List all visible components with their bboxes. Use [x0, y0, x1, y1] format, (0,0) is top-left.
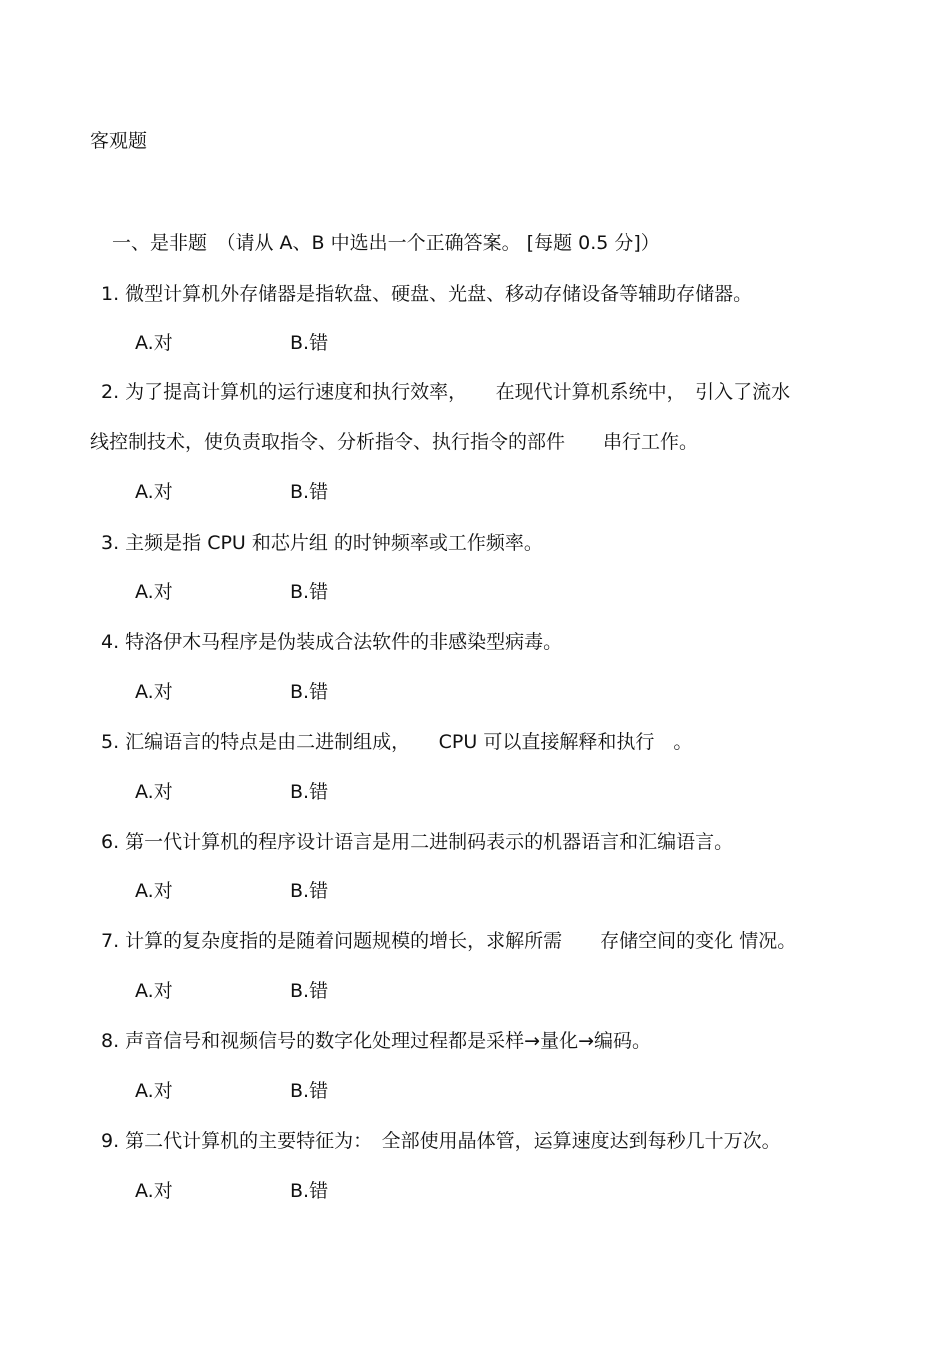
question-2-text-line-2: 线控制技术，使负责取指令、分析指令、执行指令的部件 串行工作。 — [90, 431, 699, 453]
question-7-option-b[interactable]: B.错 — [290, 980, 329, 1002]
question-1-option-b[interactable]: B.错 — [290, 332, 329, 354]
question-7-text: 7. 计算的复杂度指的是随着问题规模的增长，求解所需 存储空间的变化 情况。 — [101, 930, 797, 952]
question-5-text: 5. 汇编语言的特点是由二进制组成， CPU 可以直接解释和执行 。 — [101, 731, 693, 753]
question-3-option-a[interactable]: A.对 — [135, 581, 173, 603]
question-4-option-a[interactable]: A.对 — [135, 681, 173, 703]
question-1-option-a[interactable]: A.对 — [135, 332, 173, 354]
question-4-option-b[interactable]: B.错 — [290, 681, 329, 703]
question-2-option-b[interactable]: B.错 — [290, 481, 329, 503]
question-3-text: 3. 主频是指 CPU 和芯片组 的时钟频率或工作频率。 — [101, 532, 543, 554]
question-6-option-b[interactable]: B.错 — [290, 880, 329, 902]
question-6-text: 6. 第一代计算机的程序设计语言是用二进制码表示的机器语言和汇编语言。 — [101, 831, 734, 853]
question-2-text-line-1: 2. 为了提高计算机的运行速度和执行效率， 在现代计算机系统中， 引入了流水 — [101, 381, 791, 403]
question-8-option-a[interactable]: A.对 — [135, 1080, 173, 1102]
question-3-option-b[interactable]: B.错 — [290, 581, 329, 603]
question-5-option-b[interactable]: B.错 — [290, 781, 329, 803]
question-4-text: 4. 特洛伊木马程序是伪装成合法软件的非感染型病毒。 — [101, 631, 563, 653]
section-heading: 一、是非题 （请从 A、B 中选出一个正确答案。 [每题 0.5 分]） — [112, 232, 660, 254]
page-title: 客观题 — [90, 130, 148, 152]
question-2-option-a[interactable]: A.对 — [135, 481, 173, 503]
question-6-option-a[interactable]: A.对 — [135, 880, 173, 902]
question-8-option-b[interactable]: B.错 — [290, 1080, 329, 1102]
question-8-text: 8. 声音信号和视频信号的数字化处理过程都是采样→量化→编码。 — [101, 1030, 652, 1052]
question-1-text: 1. 微型计算机外存储器是指软盘、硬盘、光盘、移动存储设备等辅助存储器。 — [101, 283, 753, 305]
question-7-option-a[interactable]: A.对 — [135, 980, 173, 1002]
question-9-text: 9. 第二代计算机的主要特征为： 全部使用晶体管，运算速度达到每秒几十万次。 — [101, 1130, 781, 1152]
question-9-option-a[interactable]: A.对 — [135, 1180, 173, 1202]
question-5-option-a[interactable]: A.对 — [135, 781, 173, 803]
question-9-option-b[interactable]: B.错 — [290, 1180, 329, 1202]
